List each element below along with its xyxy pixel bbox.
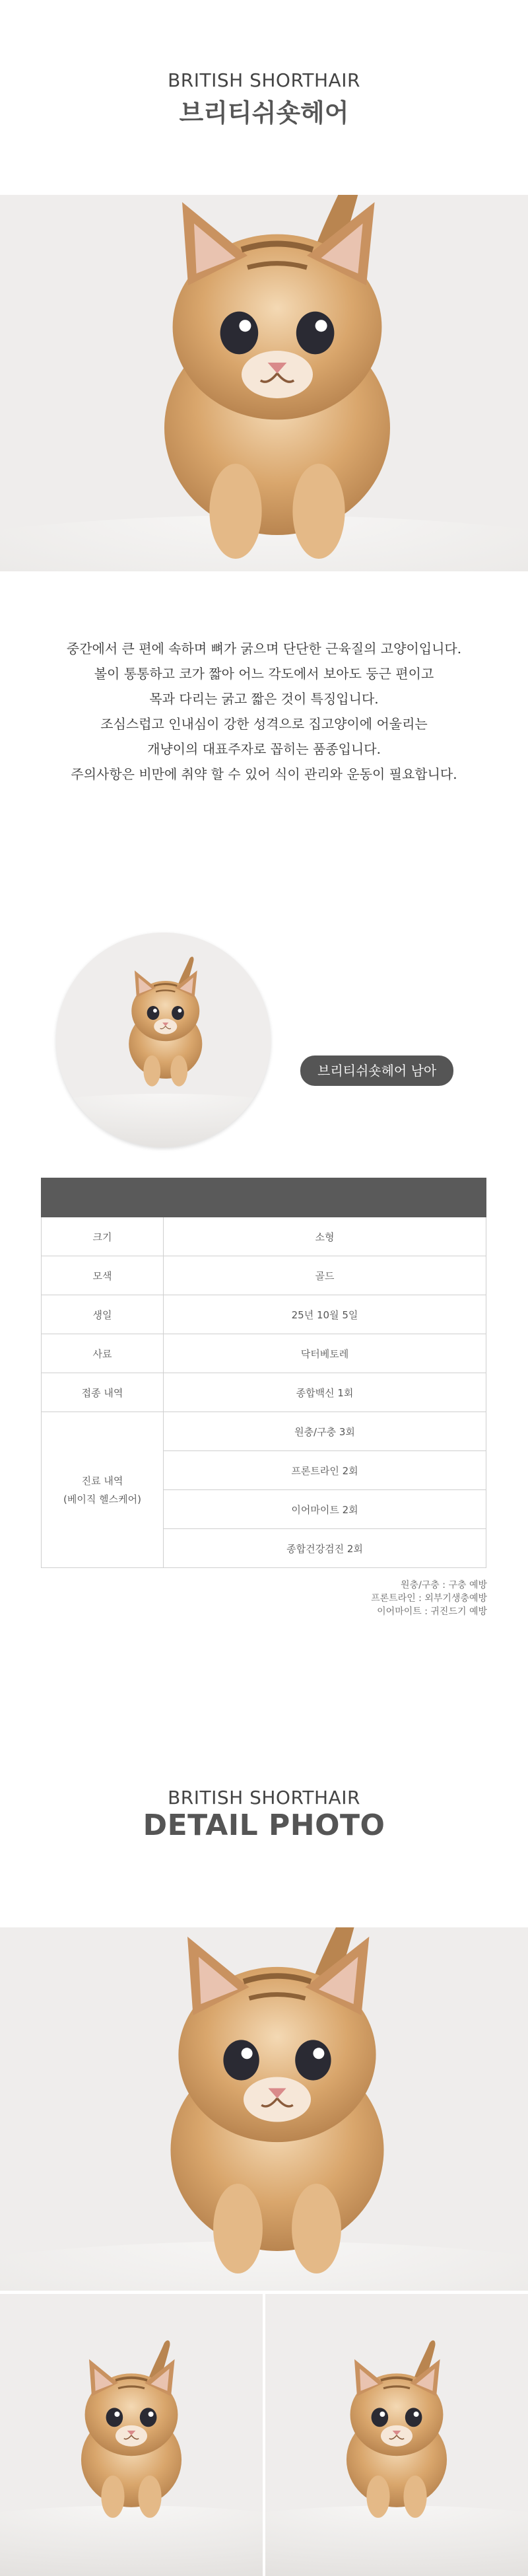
row-value: 골드	[164, 1256, 486, 1295]
table-row	[42, 1256, 486, 1295]
medical-label-line: 진료 내역	[81, 1474, 123, 1487]
row-label: 생일	[42, 1295, 164, 1334]
detail-title: DETAIL PHOTO	[143, 1808, 385, 1842]
table-row	[42, 1412, 486, 1451]
medical-history-label	[42, 1412, 164, 1568]
header-subtitle: BRITISH SHORTHAIR	[168, 69, 360, 91]
row-value: 종합백신 1회	[164, 1373, 486, 1412]
description-line: 개냥이의 대표주자로 꼽히는 품종입니다.	[147, 741, 381, 757]
kitten-image	[265, 2294, 528, 2576]
description-line: 볼이 통통하고 코가 짧아 어느 각도에서 보아도 둥근 편이고	[94, 666, 434, 682]
table-row	[42, 1373, 486, 1412]
header-title: 브리티쉬숏헤어	[179, 98, 349, 127]
table-row	[42, 1334, 486, 1373]
medical-value: 이어마이트 2회	[164, 1490, 486, 1529]
row-label: 크기	[42, 1217, 164, 1256]
table-header-row	[42, 1178, 486, 1217]
table-row	[42, 1217, 486, 1256]
detail-subtitle: BRITISH SHORTHAIR	[168, 1787, 360, 1808]
note-line: 프론트라인 : 외부기생충예방	[371, 1593, 487, 1604]
kitten-name-badge: 브리티쉬숏헤어 남아	[300, 1055, 453, 1086]
description-line: 주의사항은 비만에 취약 할 수 있어 식이 관리와 운동이 필요합니다.	[71, 766, 457, 782]
medical-value: 프론트라인 2회	[164, 1451, 486, 1490]
breed-description	[0, 636, 528, 787]
medical-value: 종합건강검진 2회	[164, 1529, 486, 1568]
medical-value: 원충/구충 3회	[164, 1412, 486, 1451]
kitten-image	[0, 2294, 263, 2576]
kitten-info-table	[41, 1178, 486, 1568]
kitten-image	[56, 933, 271, 1147]
detail-photo-large	[0, 1927, 528, 2291]
row-label: 접종 내역	[42, 1373, 164, 1412]
detail-photo-left	[0, 2294, 263, 2576]
description-line: 조심스럽고 인내심이 강한 성격으로 집고양이에 어울리는	[100, 716, 428, 732]
row-value: 닥터베토레	[164, 1334, 486, 1373]
note-line: 원충/구충 : 구충 예방	[401, 1580, 487, 1591]
kitten-image	[0, 195, 528, 571]
table-row	[42, 1295, 486, 1334]
info-table-wrap	[41, 1178, 486, 1568]
row-value: 25년 10월 5일	[164, 1295, 486, 1334]
description-line: 중간에서 큰 편에 속하며 뼈가 굵으며 단단한 근육질의 고양이입니다.	[66, 641, 462, 657]
profile-kitten-photo	[56, 933, 271, 1147]
row-label: 모색	[42, 1256, 164, 1295]
row-value: 소형	[164, 1217, 486, 1256]
row-label: 사료	[42, 1334, 164, 1373]
medical-label-line: (베이직 헬스케어)	[63, 1493, 141, 1505]
description-line: 목과 다리는 굵고 짧은 것이 특징입니다.	[149, 691, 379, 707]
hero-kitten-photo	[0, 195, 528, 571]
medical-notes	[371, 1579, 487, 1618]
detail-photo-right	[265, 2294, 528, 2576]
note-line: 이어마이트 : 귀진드기 예방	[377, 1606, 487, 1617]
kitten-image	[0, 1927, 528, 2291]
